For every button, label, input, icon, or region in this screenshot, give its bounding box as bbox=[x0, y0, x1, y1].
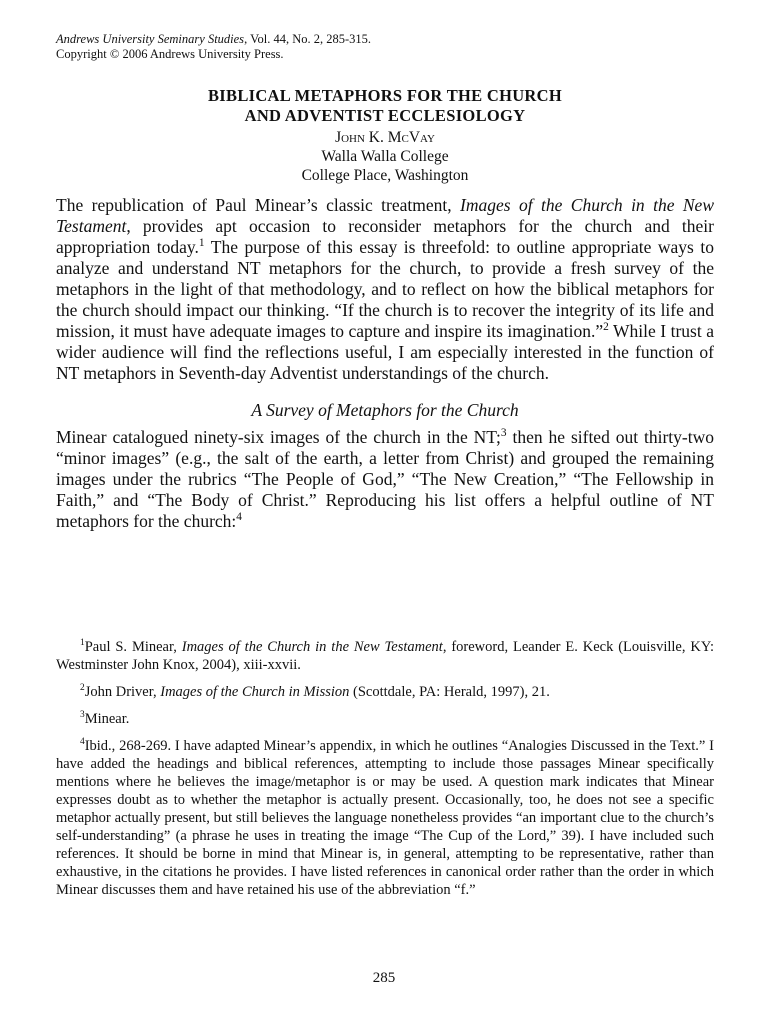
footnote-text: Paul S. Minear, bbox=[84, 639, 182, 655]
copyright-line: Copyright © 2006 Andrews University Press. bbox=[56, 47, 284, 61]
journal-name: Andrews University Seminary Studies bbox=[56, 32, 245, 46]
survey-text-b: then he sifted out thirty-two “minor images” (e.g., the salt of the earth, a letter from Christ) and grouped the remaining images under the rubrics “The People of God,” “The New Creation,” “The Fellowship in Faith,” and “The Body of Christ.” Reproducing his list offers a helpful outline of NT metaphors for the church: bbox=[56, 427, 714, 531]
footnote-1 bbox=[56, 638, 714, 674]
footnote-book-title: Images of the Church in Mission bbox=[160, 684, 350, 700]
survey-text-a: Minear catalogued ninety-six images of the church in the NT; bbox=[56, 427, 501, 447]
intro-text-b: , provides apt occasion to reconsider metaphors for the church and their appropriation today. bbox=[56, 216, 714, 257]
footnotes bbox=[56, 638, 714, 908]
author-institution: Walla Walla College bbox=[321, 148, 449, 165]
author-location: College Place, Washington bbox=[301, 167, 469, 184]
footnote-2 bbox=[56, 683, 714, 701]
citation-line bbox=[56, 32, 714, 47]
footnote-ref-4[interactable]: 4 bbox=[236, 511, 242, 524]
footnote-text: Minear. bbox=[84, 711, 130, 727]
survey-paragraph bbox=[56, 427, 714, 532]
journal-header bbox=[56, 32, 714, 62]
footnote-ref-2[interactable]: 2 bbox=[603, 321, 609, 334]
intro-text-a: The republication of Paul Minear’s classic treatment, bbox=[56, 195, 461, 215]
page-content bbox=[56, 32, 714, 532]
footnote-ref-3[interactable]: 3 bbox=[500, 427, 507, 440]
footnote-number: 2 bbox=[80, 683, 85, 694]
footnote-number: 3 bbox=[80, 710, 85, 721]
footnote-text: , foreword, Leander E. Keck (Louisville, KY: Westminster John Knox, 2004), xiii-xxvii. bbox=[56, 639, 714, 673]
author-name: John K. McVay bbox=[335, 129, 435, 146]
intro-text-c: The purpose of this essay is threefold: to outline appropriate ways to analyze and understand NT metaphors for the church, to provide a fresh survey of the metaphors in the light of that methodology, and to reflect on how the biblical metaphors for the church should impact our thinking. “If the church is to recover the integrity of its life and mission, it must have adequate images to capture and inspire its imagination.” bbox=[56, 237, 714, 341]
footnote-3 bbox=[56, 710, 714, 728]
footnote-text: (Scottdale, PA: Herald, 1997), 21. bbox=[349, 684, 550, 700]
footnote-text: Ibid., 268-269. I have adapted Minear’s appendix, in which he outlines “Analogies Discussed in the Text.” I have added the headings and biblical references, attempting to include those passages Minear specifically mentions where he believes the image/metaphor is or may be used. A question mark indicates that Minear expresses doubt as to whether the metaphor is actually present. Occasionally, too, he does not see a specific metaphor actually present, but still believes the language nonetheless provides “an important clue to the church’s self-understanding” (a phrase he uses in treating the image “The Cup of the Lord,” 39). I have included such references. It should be borne in mind that Minear is, in general, attempting to be representative, rather than exhaustive, in the citations he provides. I have listed references in canonical order rather than the order in which Minear discusses them and have retained his use of the abbreviation “f.” bbox=[56, 738, 714, 898]
footnote-number: 1 bbox=[80, 638, 85, 649]
author-block bbox=[56, 128, 714, 185]
section-heading: A Survey of Metaphors for the Church bbox=[251, 400, 519, 420]
title-line-1: BIBLICAL METAPHORS FOR THE CHURCH bbox=[207, 86, 562, 105]
title-line-2: AND ADVENTIST ECCLESIOLOGY bbox=[244, 106, 526, 125]
book-title: Images of the Church in the New Testament bbox=[56, 195, 714, 236]
footnote-ref-1[interactable]: 1 bbox=[198, 237, 205, 250]
footnote-text: John Driver, bbox=[84, 684, 161, 700]
intro-paragraph bbox=[56, 195, 714, 384]
footnote-number: 4 bbox=[80, 737, 85, 748]
footnote-4 bbox=[56, 737, 714, 899]
intro-text-d: While I trust a wider audience will find the reflections useful, I am especially interested in the function of NT metaphors in Seventh-day Adventist understandings of the church. bbox=[56, 321, 714, 383]
volume-info: , Vol. 44, No. 2, 285-315. bbox=[244, 32, 372, 46]
article-title bbox=[56, 86, 714, 126]
page-number: 285 bbox=[372, 970, 396, 986]
footnote-book-title: Images of the Church in the New Testament bbox=[181, 639, 443, 655]
